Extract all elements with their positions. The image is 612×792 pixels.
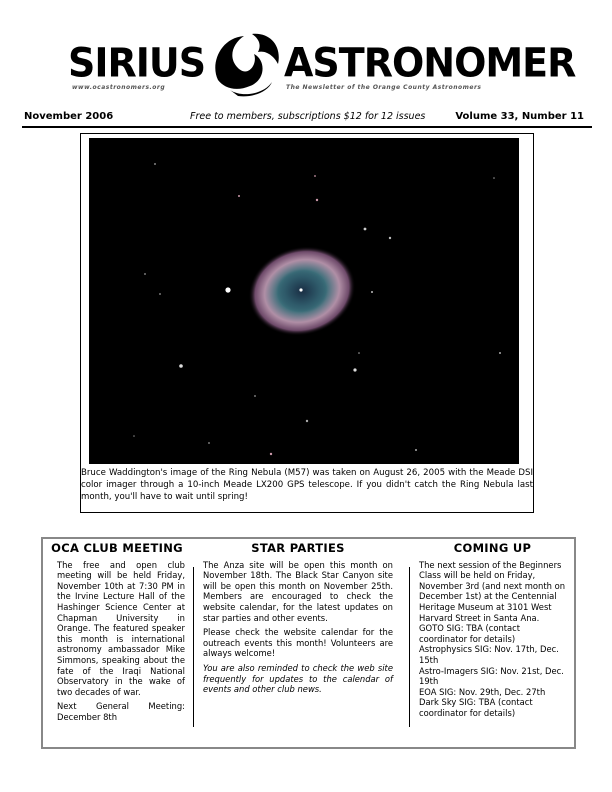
club-meeting-column [49, 543, 185, 727]
sig-item: GOTO SIG: TBA (contact coordinator for details) [419, 623, 521, 644]
column-divider [193, 567, 194, 727]
next-meeting-text: Next General Meeting: December 8th [57, 701, 185, 722]
sig-item: Astrophysics SIG: Nov. 17th, Dec. 15th [419, 644, 559, 665]
reminder-text: You are also reminded to check the web site frequently for updates to the calendar of events and other club news. [203, 662, 393, 695]
photo-caption: Bruce Waddington's image of the Ring Nebula (M57) was taken on August 26, 2005 with the Meade DSI color imager through a 10-inch Meade LX200 GPS telescope. If you didn't catch the Ring Nebula last month, you'll have to wait until spring! [81, 468, 533, 502]
sig-item: Dark Sky SIG: TBA (contact coordinator for details) [419, 697, 533, 718]
beginners-class-text: The next session of the Beginners Class will be held on Friday, November 3rd (and next month on December 1st) at the Centennial Heritage Museum at 3101 West Harvard Street in Santa Ana. [419, 559, 566, 623]
subscription-note: Free to members, subscriptions $12 for 12 issues [190, 111, 426, 122]
issue-date: November 2006 [24, 111, 114, 122]
star-parties-column [203, 543, 393, 699]
sig-item: EOA SIG: Nov. 29th, Dec. 27th [419, 686, 546, 697]
website-url: www.ocastronomers.org [72, 84, 166, 91]
coming-up-column [419, 543, 566, 719]
ring-nebula-photo [89, 138, 519, 464]
logo-swirl-icon [208, 28, 284, 98]
coming-up-title: COMING UP [453, 541, 532, 555]
column-divider [409, 567, 410, 727]
tagline: The Newsletter of the Orange County Astronomers [286, 84, 482, 91]
issue-header [22, 110, 592, 128]
masthead [68, 28, 576, 98]
sig-item: Astro-Imagers SIG: Nov. 21st, Dec. 19th [419, 665, 564, 687]
cover-photo-frame [80, 133, 534, 513]
club-meeting-text: The free and open club meeting will be held Friday, November 10th at 7:30 PM in the Irvine Lecture Hall of the Hashinger Science Center at Chapman University in Orange. The featured speaker this month is international astronomy ambassador Mike Simmons, speaking about the fate of the Iraqi National Observatory in the wake of two decades of war. [57, 559, 185, 697]
club-meeting-title: OCA CLUB MEETING [51, 541, 183, 555]
volume-number: Volume 33, Number 11 [455, 111, 584, 122]
outreach-text: Please check the website calendar for the outreach events this month! Volunteers are always welcome! [203, 627, 393, 659]
masthead-title-right: ASTRONOMER [284, 39, 576, 87]
star-parties-text: The Anza site will be open this month on November 18th. The Black Star Canyon site will be open this month on November 25th. Members are encouraged to check the website calendar, for the latest updates on star parties and other events. [203, 559, 393, 623]
masthead-title-left: SIRIUS [68, 39, 206, 87]
star-parties-title: STAR PARTIES [251, 541, 345, 555]
news-box [41, 537, 576, 749]
